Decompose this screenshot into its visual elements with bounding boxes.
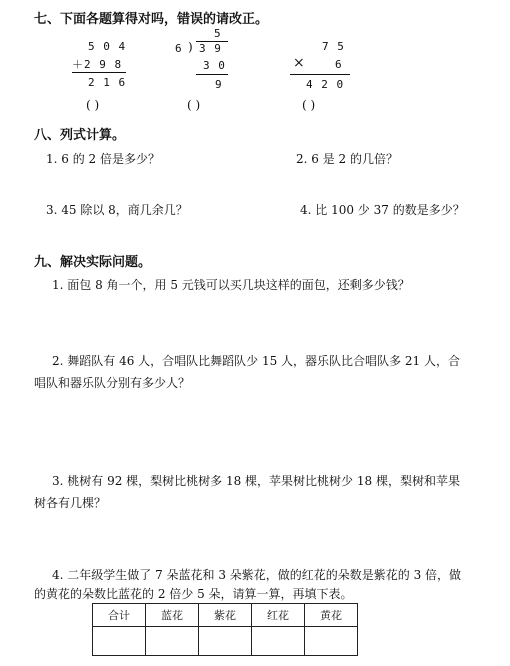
problem-b-divisor: 6: [175, 42, 183, 55]
section-9-q2-line2: 唱队和器乐队分别有多少人？: [34, 376, 191, 390]
flower-table-header: 蓝花: [146, 604, 199, 627]
problem-a-operand: ＋2 9 8: [72, 58, 123, 71]
problem-a-answer-box[interactable]: ( ): [86, 98, 100, 112]
flower-table-header: 合计: [93, 604, 146, 627]
problem-c-result: 4 2 0: [306, 78, 345, 91]
section-9-q3-line1: 3. 桃树有 92 棵，梨树比桃树多 18 棵，苹果树比桃树少 18 棵，梨树和苹果: [52, 474, 460, 488]
section-8-title: 八、列式计算。: [34, 128, 126, 143]
section-8-q2: 2. 6 是 2 的几倍？: [296, 152, 398, 166]
problem-b-bracket: ): [188, 40, 193, 54]
problem-c-operand: 6: [335, 58, 343, 71]
problem-c-top: 7 5: [322, 40, 345, 53]
section-8-q1: 1. 6 的 2 倍是多少？: [46, 152, 160, 166]
section-8-q3: 3. 45 除以 8，商几余几？: [46, 203, 188, 217]
problem-b-product: 3 0: [203, 59, 226, 72]
flower-table: [92, 603, 358, 656]
section-9-title: 九、解决实际问题。: [34, 255, 152, 270]
problem-b-remainder: 9: [215, 78, 223, 91]
problem-a-top: 5 0 4: [88, 40, 127, 53]
section-7-title: 七、下面各题算得对吗，错误的请改正。: [34, 12, 269, 27]
section-9-q2-line1: 2. 舞蹈队有 46 人，合唱队比舞蹈队少 15 人，器乐队比合唱队多 21 人，合: [52, 354, 460, 368]
problem-c-answer-box[interactable]: ( ): [302, 98, 316, 112]
section-9-q4-line2: 的黄花的朵数比蓝花的 2 倍少 5 朵，请算一算，再填下表。: [34, 587, 353, 601]
flower-table-cell[interactable]: [146, 627, 199, 656]
section-9-q1: 1. 面包 8 角一个，用 5 元钱可以买几块这样的面包，还剩多少钱？: [52, 278, 410, 292]
flower-table-answer-row: [93, 627, 358, 656]
section-8-q4: 4. 比 100 少 37 的数是多少？: [300, 203, 465, 217]
flower-table-cell[interactable]: [305, 627, 358, 656]
flower-table-header: 黄花: [305, 604, 358, 627]
section-9-q4-line1: 4. 二年级学生做了 7 朵蓝花和 3 朵紫花，做的红花的朵数是紫花的 3 倍，做: [52, 568, 462, 582]
problem-b-rule: [196, 74, 228, 75]
problem-b-answer-box[interactable]: ( ): [187, 98, 201, 112]
problem-b-quotient: 5: [214, 27, 222, 40]
problem-c-rule: [290, 74, 350, 75]
problem-a-result: 2 1 6: [88, 76, 127, 89]
flower-table-cell[interactable]: [252, 627, 305, 656]
problem-b-dividend: 3 9: [199, 42, 222, 55]
flower-table-header-row: [93, 604, 358, 627]
section-9-q3-line2: 树各有几棵？: [34, 496, 107, 510]
flower-table-cell[interactable]: [199, 627, 252, 656]
flower-table-header: 紫花: [199, 604, 252, 627]
flower-table-cell[interactable]: [93, 627, 146, 656]
flower-table-header: 红花: [252, 604, 305, 627]
problem-c-sign: ×: [293, 55, 305, 71]
problem-a-rule: [72, 72, 126, 73]
